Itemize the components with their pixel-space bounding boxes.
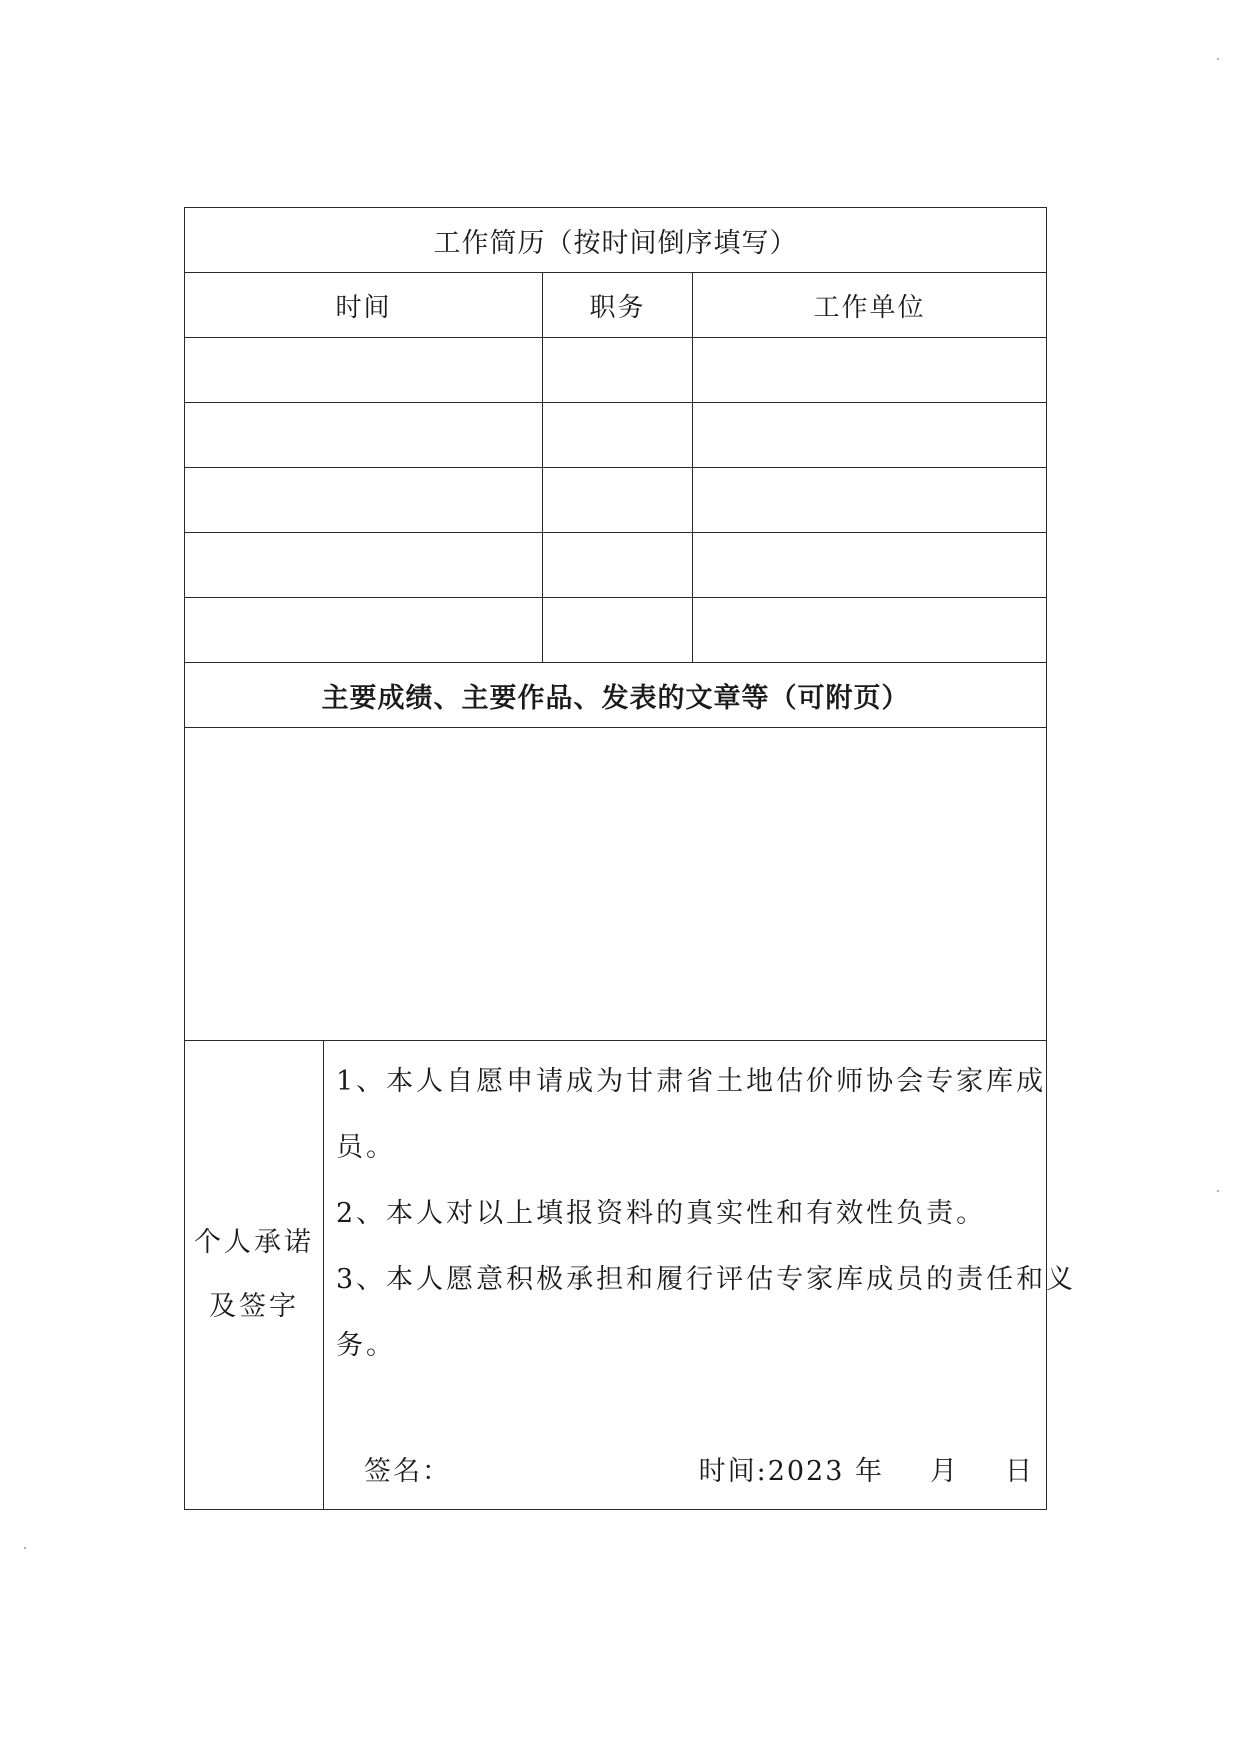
work-history-header-row (185, 273, 1047, 338)
employer-cell[interactable] (693, 403, 1047, 468)
position-cell[interactable] (543, 403, 693, 468)
day-unit: 日 (1005, 1456, 1034, 1487)
table-row (185, 598, 1047, 663)
scan-speck (24, 1547, 26, 1549)
position-cell[interactable] (543, 598, 693, 663)
position-cell[interactable] (543, 533, 693, 598)
signature-row (364, 1449, 1034, 1499)
signature-field[interactable]: 签名： (364, 1456, 451, 1487)
employer-cell[interactable] (693, 338, 1047, 403)
work-history-title: 工作简历（按时间倒序填写） (185, 208, 1047, 273)
work-history-title-row (185, 208, 1047, 273)
table-row (185, 338, 1047, 403)
scan-speck (1217, 58, 1219, 60)
table-row (185, 533, 1047, 598)
achievements-content-row (185, 728, 1047, 1041)
position-cell[interactable] (543, 338, 693, 403)
signature-date (699, 1449, 1034, 1488)
time-cell[interactable] (185, 338, 543, 403)
time-cell[interactable] (185, 598, 543, 663)
column-header-time: 时间 (185, 273, 543, 338)
pledge-content (324, 1041, 1077, 1510)
pledge-item-1: 1、本人自愿申请成为甘肃省土地估价师协会专家库成 (336, 1066, 1047, 1097)
time-cell[interactable] (185, 468, 543, 533)
month-unit: 月 (930, 1456, 959, 1487)
pledge-row (185, 1041, 1047, 1510)
pledge-label-line1: 个人承诺 (194, 1227, 314, 1258)
scan-speck (1217, 1190, 1219, 1192)
employer-cell[interactable] (693, 468, 1047, 533)
employer-cell[interactable] (693, 533, 1047, 598)
employer-cell[interactable] (693, 598, 1047, 663)
year-unit: 年 (855, 1456, 884, 1487)
table-row (185, 468, 1047, 533)
achievements-title-row (185, 663, 1047, 728)
time-cell[interactable] (185, 533, 543, 598)
achievements-title: 主要成绩、主要作品、发表的文章等（可附页） (185, 663, 1047, 728)
position-cell[interactable] (543, 468, 693, 533)
pledge-item-1-cont: 员。 (336, 1132, 396, 1163)
date-prefix: 时间:2023 (698, 1456, 845, 1487)
pledge-item-3-cont: 务。 (336, 1330, 396, 1361)
pledge-label (185, 1041, 324, 1510)
column-header-position: 职务 (543, 273, 693, 338)
column-header-employer: 工作单位 (693, 273, 1047, 338)
time-cell[interactable] (185, 403, 543, 468)
pledge-label-line2: 及签字 (209, 1291, 299, 1322)
table-row (185, 403, 1047, 468)
pledge-item-3: 3、本人愿意积极承担和履行评估专家库成员的责任和义 (336, 1264, 1077, 1295)
pledge-item-2: 2、本人对以上填报资料的真实性和有效性负责。 (336, 1198, 987, 1229)
application-form-table (184, 207, 1077, 1510)
achievements-content[interactable] (185, 728, 1047, 1041)
